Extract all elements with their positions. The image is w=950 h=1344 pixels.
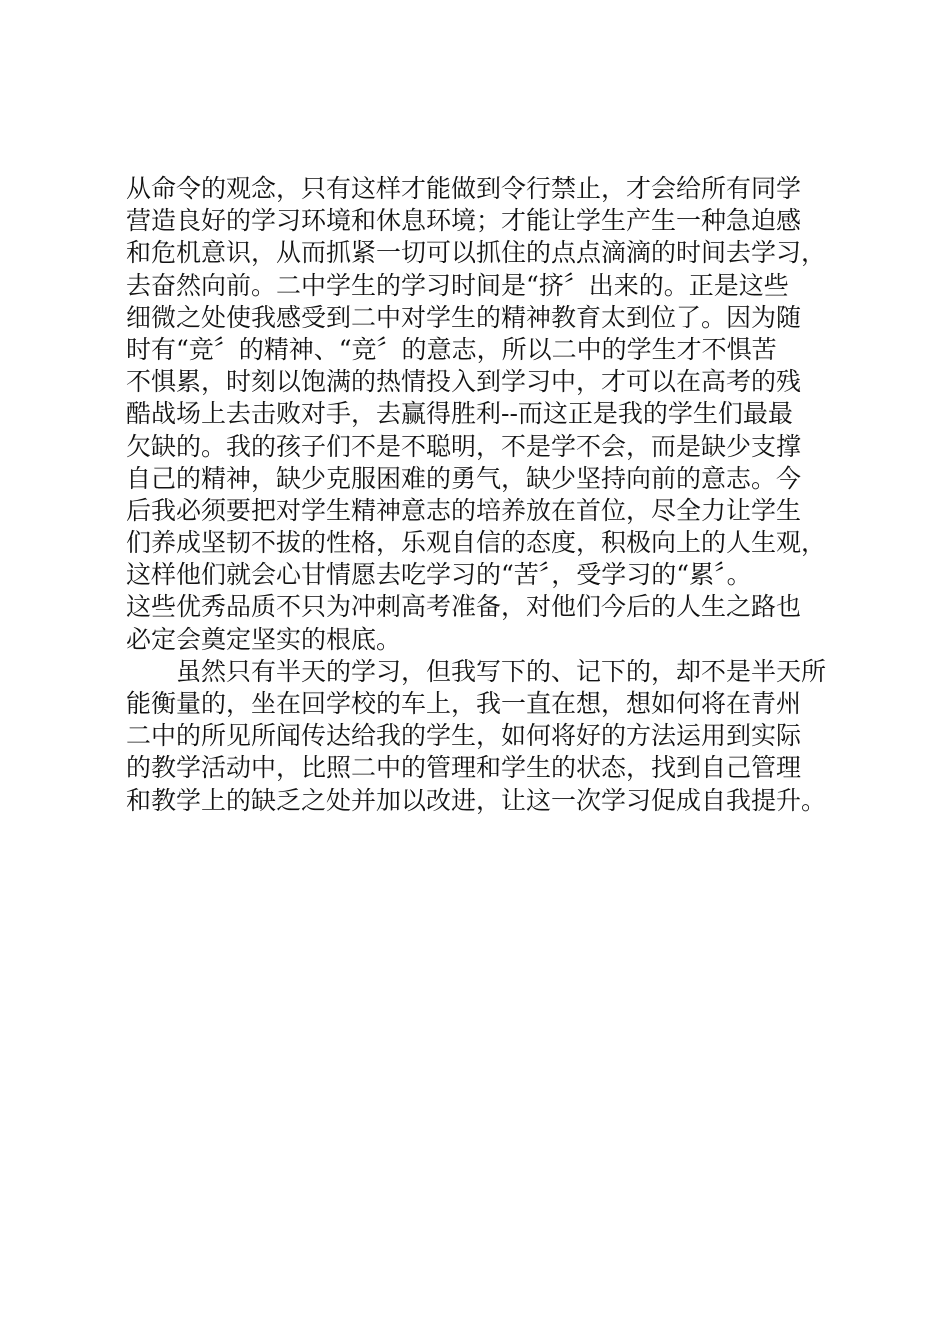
text-line: 这些优秀品质不只为冲刺高考准备，对他们今后的人生之路也 [126, 592, 802, 622]
text-line: 细微之处使我感受到二中对学生的精神教育太到位了。因为随 [126, 302, 802, 332]
text-line: 的教学活动中，比照二中的管理和学生的状态，找到自己管理 [126, 753, 802, 783]
text-line: 和危机意识，从而抓紧一切可以抓住的点点滴滴的时间去学习， [126, 238, 827, 268]
text-line: 能衡量的，坐在回学校的车上，我一直在想，想如何将在青州 [126, 689, 802, 718]
body-text [126, 173, 846, 817]
text-line: 二中的所见所闻传达给我的学生，如何将好的方法运用到实际 [126, 721, 802, 751]
text-line: 们养成坚韧不拔的性格，乐观自信的态度，积极向上的人生观， [126, 528, 827, 558]
text-line: 营造良好的学习环境和休息环境；才能让学生产生一种急迫感 [126, 206, 802, 236]
text-line: 欠缺的。我的孩子们不是不聪明，不是学不会，而是缺少支撑 [126, 431, 802, 461]
text-line: 从命令的观念，只有这样才能做到令行禁止，才会给所有同学 [126, 174, 802, 203]
text-line: 时有“竞〞的精神、“竞〞的意志，所以二中的学生才不惧苦 [126, 334, 777, 364]
text-line: 和教学上的缺乏之处并加以改进，让这一次学习促成自我提升。 [126, 785, 827, 815]
text-line: 去奋然向前。二中学生的学习时间是“挤〞出来的。正是这些 [126, 270, 789, 300]
text-line: 酷战场上去击败对手，去赢得胜利--而这正是我的学生们最最 [126, 399, 793, 429]
text-line: 这样他们就会心甘情愿去吃学习的“苦〞，受学习的“累〞。 [126, 560, 752, 590]
text-line: 自己的精神，缺少克服困难的勇气，缺少坚持向前的意志。今 [126, 463, 802, 493]
paragraph-start-line: 虽然只有半天的学习，但我写下的、记下的，却不是半天所 [126, 656, 827, 686]
text-line: 必定会奠定坚实的根底。 [126, 624, 402, 654]
text-line: 后我必须要把对学生精神意志的培养放在首位，尽全力让学生 [126, 495, 802, 525]
text-line: 不惧累，时刻以饱满的热情投入到学习中，才可以在高考的残 [126, 367, 802, 397]
